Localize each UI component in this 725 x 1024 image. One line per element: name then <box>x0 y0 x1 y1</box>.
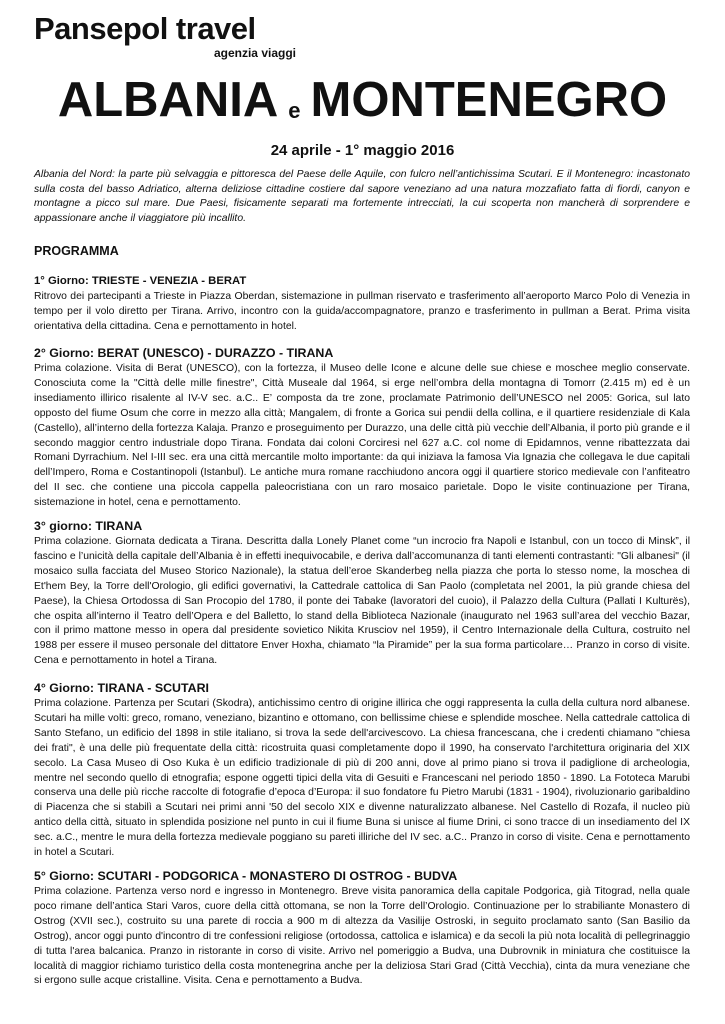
agency-logo <box>34 10 304 62</box>
day-2-text: Prima colazione. Visita di Berat (UNESCO), con la fortezza, il Museo delle Icone e alcune delle sue chiese e moschee meglio conservate. Conosciuta come la "Città delle mille finestre", Città Museale dal 1964, si erge nell’ombra della montagna di Tomorr (2.415 m) ed è un insediamento illirico risalente al IV-V sec. a.C.. E’ composta da tre zone, proclamate Patrimonio dell’UNESCO nel 2005: Gorica, sul lato opposto del fiume Osum che corre in mezzo alla città; Mangalem, di fronte a Gorica sui pendii della collina, e il quartiere residenziale di Kala (Castello), all’interno della fortezza Kalaja. Pranzo e proseguimento per Durazzo, una delle città più vecchie dell’Albania, il porto più grande e il secondo maggior centro industriale dopo Tirana. Fondata dai coloni Corciresi nel 627 a.C. col nome di Epidamnos, venne ribattezzata dai Romani Dyrrachium. Nel I-III sec. era una città mercantile molto importante: da qui iniziava la famosa Via Ignazia che collegava le due capitali dell’Impero, Roma e Costantinopoli (Istanbul). Le antiche mura romane racchiudono ancora oggi il quartiere storico medievale con l’anfiteatro del II sec. che contiene una piccola cappella paleocristiana con un raro mosaico parietale. Dopo le visite continuazione per Tirana, sistemazione in hotel, cena e pernottamento. <box>34 363 690 509</box>
day-3-section <box>34 518 690 669</box>
day-4-section <box>34 680 690 861</box>
title-conjunction: e <box>288 98 301 123</box>
day-5-title: 5° Giorno: SCUTARI - PODGORICA - MONASTERO DI OSTROG - BUDVA <box>34 869 458 883</box>
day-3-text: Prima colazione. Giornata dedicata a Tirana. Descritta dalla Lonely Planet come “un incrocio fra Napoli e Istanbul, con un tocco di Minsk”, il fascino e l’unicità della capitale dell’Albania è in effetti inequivocabile, e deriva dall’accomunanza di tanti elementi contrastanti: "Gli albanesi" (il mosaico sulla facciata del Museo Storico Nazionale), la statua dell’eroe Skanderbeg nella piazza che porta lo stesso nome, la moschea di Et'hem Bey, la Torre dell'Orologio, gli edifici governativi, la Cattedrale cattolica di San Paolo (completata nel 2001, la più grande chiesa del Paese), la Chiesa Ortodossa di San Procopio del 1780, il ponte dei Tabake (lavoratori del cuoio), il Palazzo della Cultura (Pallati I Kulturës), che ospita all’interno il Teatro dell’Opera e del Balletto, lo stand della Biblioteca Nazionale (inaugurato nel 1963 sull’area del vecchio Bazar, con il primo mattone messo in opera dal presidente sovietico Nikita Krusciov nel 1959), il Centro Internazionale della Cultura, costruito nel 1988 per essere il museo personale del dittatore Enver Hoxha, chiamato “la Piramide” per la sua forma particolare… Pranzo in corso di visite. Cena e pernottamento in hotel a Tirana. <box>34 536 690 667</box>
day-1-title: 1° Giorno: TRIESTE - VENEZIA - BERAT <box>34 275 247 287</box>
logo-name: Pansepol travel <box>34 11 256 46</box>
day-4-text: Prima colazione. Partenza per Scutari (Skodra), antichissimo centro di origine illirica che oggi rappresenta la culla della cultura nord albanese. Scutari ha mille volti: greco, romano, veneziano, bizantino e ottomano, con bellissime chiese e splendide moschee. Nella cattedrale cattolica di Santo Stefano, un edificio del 1898 in stile italiano, si trova la sede dell'arcivescovo. La chiesa francescana, che i credenti chiamano "chiesa dei frati", è una delle più frequentate della città: ricostruita quasi completamente dopo il 1990, ha conservato l'architettura originaria del XIX secolo. La Casa Museo di Oso Kuka è un edificio tradizionale di più di 200 anni, dove al primo piano si trova il padiglione di archeologia, mentre nel secondo quello di etnografia; espone oggetti tipici della vita di Gesuiti e Francescani nel periodo 1850 - 1890. La Fototeca Marubi conserva una delle più ricche raccolte di fotografie d’epoca d’Europa: il suo fondatore fu Pietro Marubi (1831 - 1904), rivoluzionario garibaldino di Piacenza che si stabilì a Scutari nei primi anni '50 del secolo XIX e divenne naturalizzato albanese. Nel Castello di Rozafa, il nucleo più antico della città, situato in splendida posizione nel punto in cui il fiume Buna si unisce al fiume Drini, ci sono tracce di un insediamento del IX sec. a.C., mentre le mura della fortezza medievale poggiano su pareti illiriche del IV sec. a.C.. Pranzo in corso di visite. Cena e pernottamento in hotel a Scutari. <box>34 698 690 859</box>
page-title <box>0 70 725 141</box>
day-3-title: 3° giorno: TIRANA <box>34 519 143 533</box>
day-2-title: 2° Giorno: BERAT (UNESCO) - DURAZZO - TIRANA <box>34 346 334 360</box>
day-4-title: 4° Giorno: TIRANA - SCUTARI <box>34 681 209 695</box>
title-albania: ALBANIA <box>57 73 279 127</box>
day-2-section <box>34 345 690 511</box>
day-1-section <box>34 273 690 335</box>
trip-dates: 24 aprile - 1° maggio 2016 <box>270 142 455 159</box>
day-5-section <box>34 868 690 989</box>
intro-paragraph: Albania del Nord: la parte più selvaggia e pittoresca del Paese delle Aquile, con fulcro nell’antichissima Scutari. E il Montenegro: incastonato sulla costa del basso Adriatico, alterna deliziose cittadine costiere dal sapore veneziano ad una natura mozzafiato fatta di fiordi, canyon e montagne a picco sul mare. Due Paesi, fisicamente separati ma fortemente intrecciati, la cui scoperta non mancherà di sorprendere e appassionare anche il viaggiatore più incallito. <box>34 169 690 224</box>
title-montenegro: MONTENEGRO <box>310 73 668 127</box>
day-1-text: Ritrovo dei partecipanti a Trieste in Piazza Oberdan, sistemazione in pullman riservato e trasferimento all’aeroporto Marco Polo di Venezia in tempo per il volo diretto per Tirana. Arrivo, incontro con la guida/accompagnatore, pranzo e trasferimento in pullman a Berat. Prima visita orientativa della cittadina. Cena e pernottamento in hotel. <box>34 291 690 332</box>
program-heading: PROGRAMMA <box>34 244 119 258</box>
logo-tagline: agenzia viaggi <box>213 46 296 60</box>
day-5-text: Prima colazione. Partenza verso nord e ingresso in Montenegro. Breve visita panoramica della capitale Podgorica, già Titograd, nella quale poco rimane dell’antica Stari Varos, cuore della città ottomana, se non la Torre dell’Orologio. Continuazione per lo strabiliante Monastero di Ostrog (XVII sec.), costruito su una parete di roccia a 900 m di altezza da Vasilije Ostroski, in seguito proclamato santo (San Basilio da Ostrog), ancor oggi punto d'incontro di tre confessioni religiose (ortodossa, cattolica e islamica) e da secoli la più nota località di pellegrinaggio di tutta l'area balcanica. Pranzo in ristorante in corso di visite. Arrivo nel pomeriggio a Budva, una Dubrovnik in miniatura che costituisce la località di maggior richiamo turistico della costa montenegrina anche per la deliziosa Stari Grad (Città Vecchia), cinta da mura veneziane che si ergono sulle acque cristalline. Visita. Cena e pernottamento a Budva. <box>34 886 690 987</box>
